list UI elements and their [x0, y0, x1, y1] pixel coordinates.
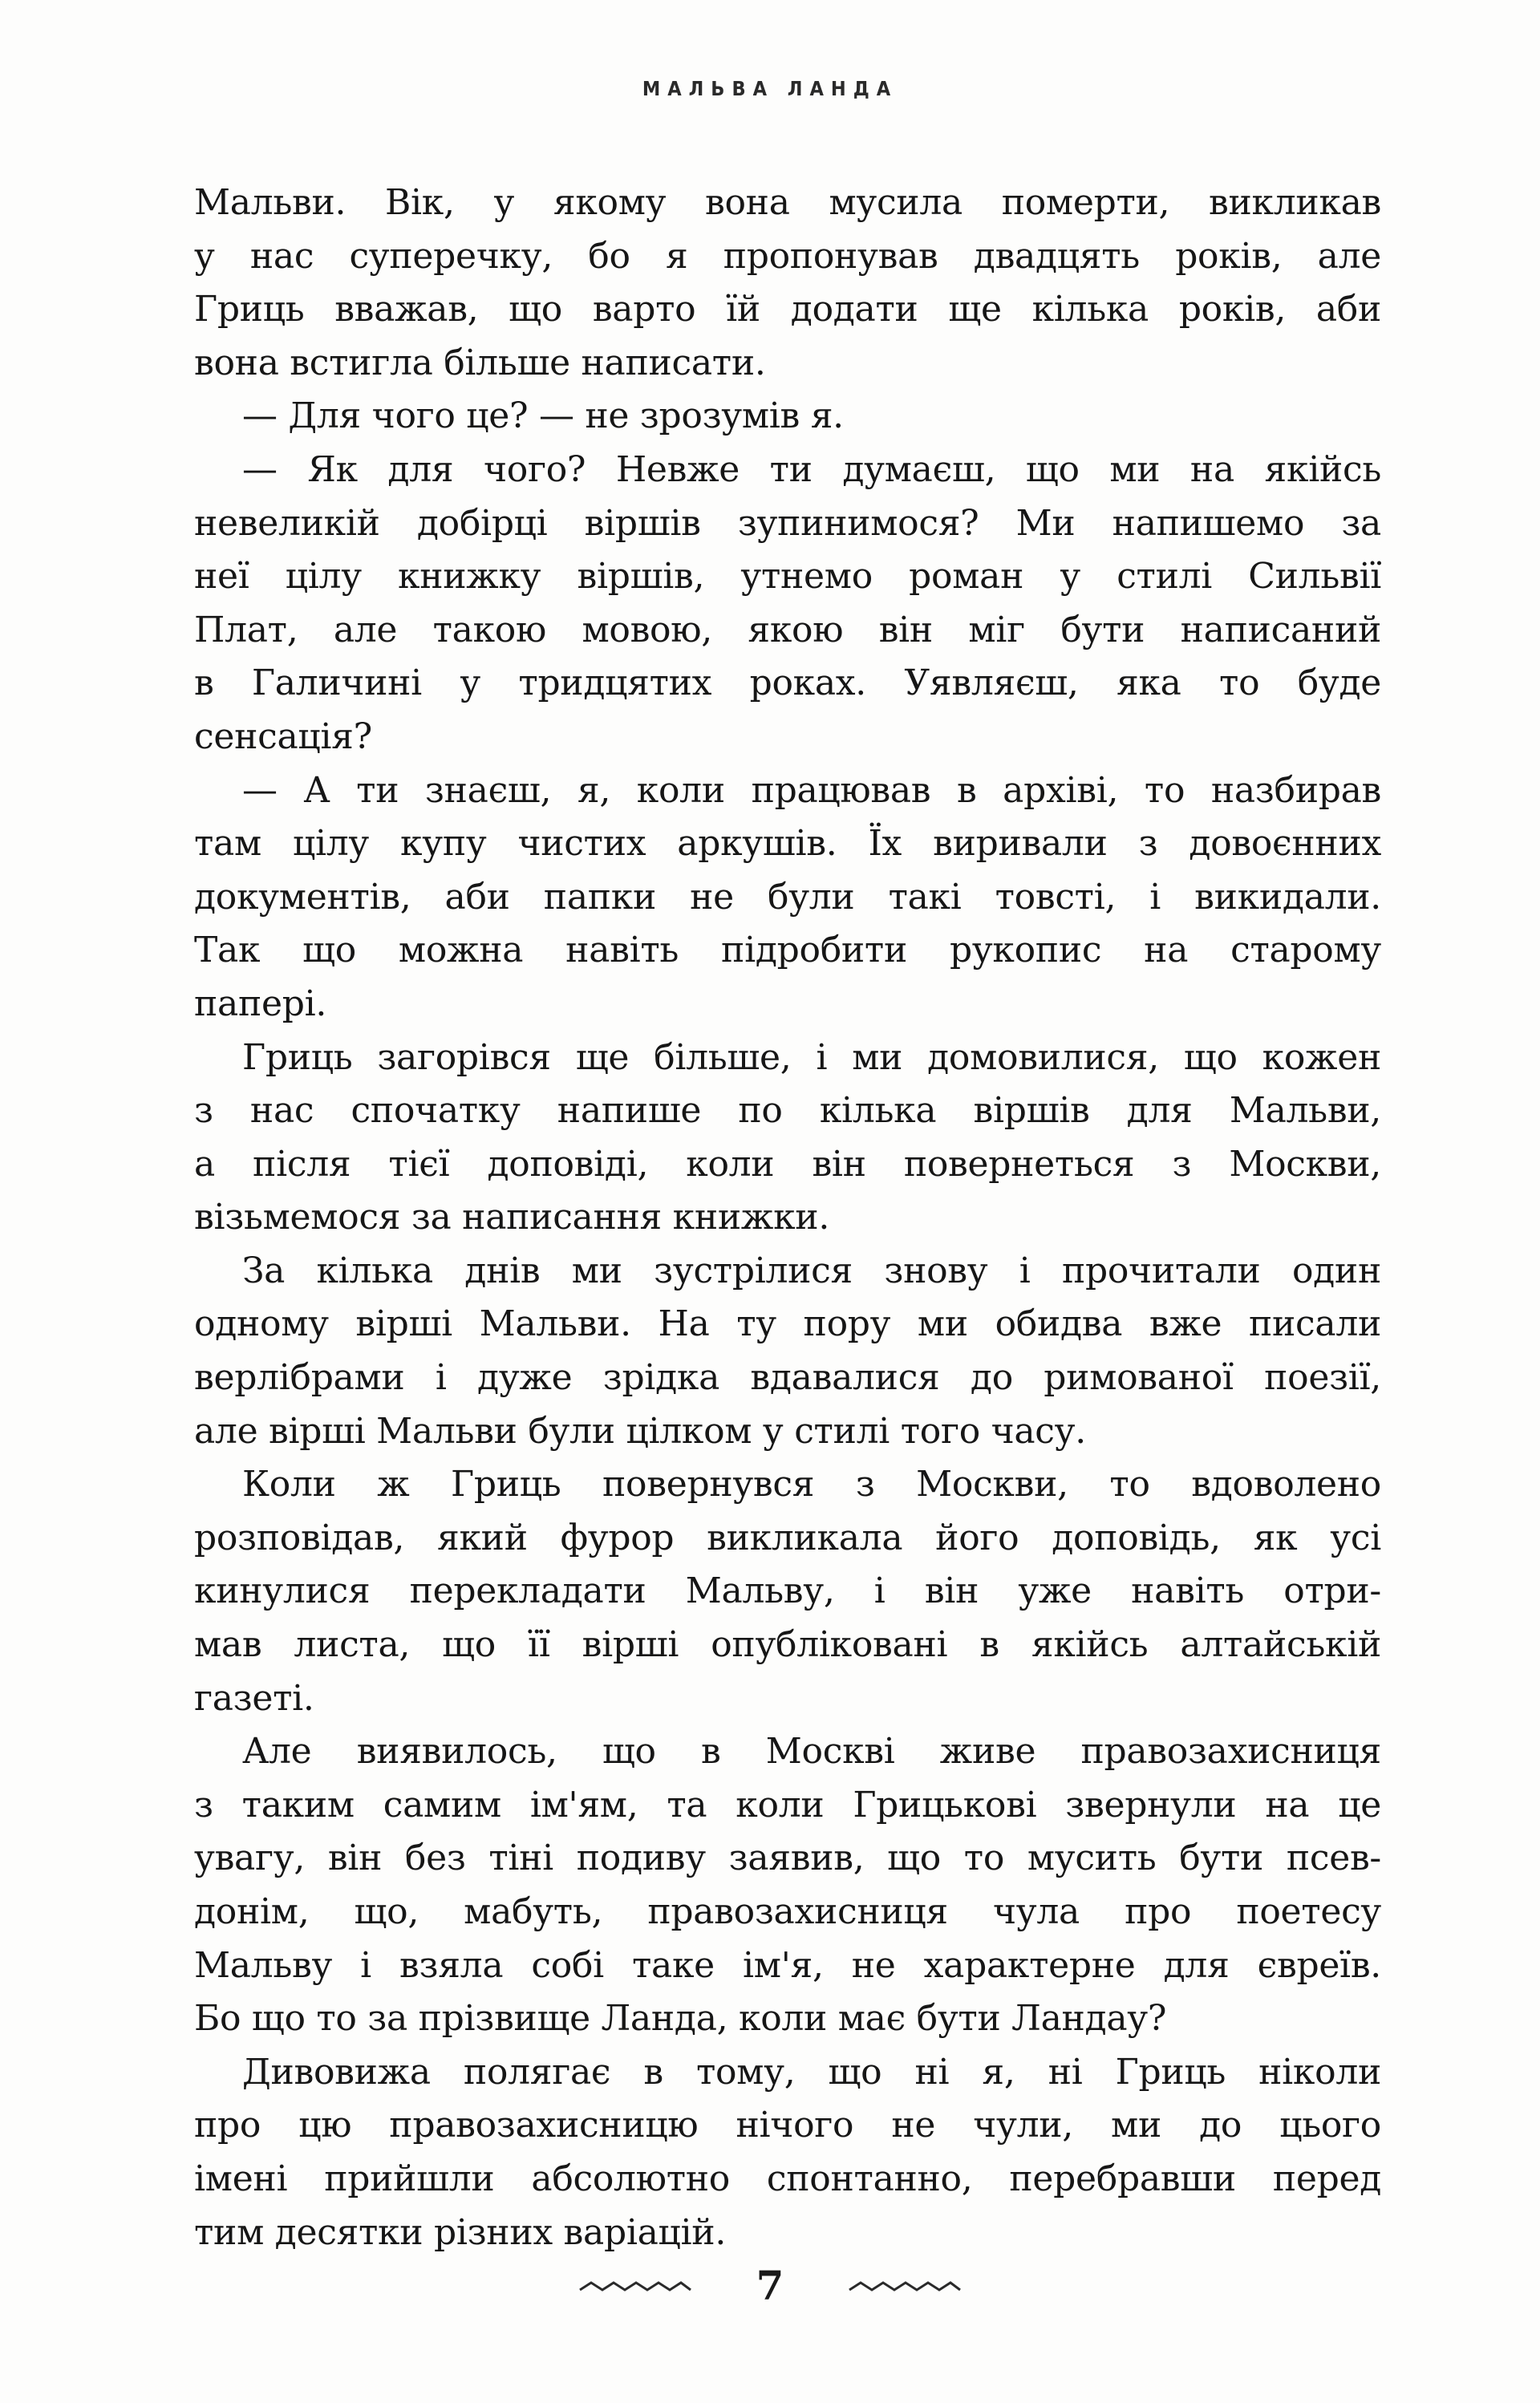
page-number: 7 — [756, 2262, 784, 2309]
text-line: мав листа, що її вірші опубліковані в якійсь алтайській — [194, 1624, 1381, 1666]
text-line: Так що можна навіть підробити рукопис на старому — [194, 930, 1381, 971]
wave-ornament-right-icon — [848, 2279, 962, 2293]
text-line: газеті. — [194, 1677, 314, 1719]
text-line: візьмемося за написання книжки. — [194, 1197, 830, 1238]
wave-ornament-left-icon — [578, 2279, 692, 2293]
text-line: вона встигла більше написати. — [194, 342, 766, 383]
text-line: а після тієї доповіді, коли він повернеться з Москви, — [194, 1143, 1381, 1185]
text-line: розповідав, який фурор викликала його доповідь, як усі — [194, 1517, 1381, 1558]
text-line: Плат, але такою мовою, якою він міг бути написаний — [194, 609, 1381, 650]
text-line: папері. — [194, 983, 327, 1024]
text-line: в Галичині у тридцятих роках. Уявляєш, яка то буде — [194, 663, 1381, 704]
text-line: Мальви. Вік, у якому вона мусила померти, викликав — [194, 182, 1381, 223]
text-line: Дивовижа полягає в тому, що ні я, ні Гриць ніколи — [242, 2051, 1381, 2093]
text-line: кинулися перекладати Мальву, і він уже навіть отри- — [194, 1570, 1381, 1612]
text-line: там цілу купу чистих аркушів. Їх виривали з довоєнних — [194, 823, 1381, 865]
text-line: Гриць вважав, що варто їй додати ще кілька років, аби — [194, 289, 1381, 330]
text-line: верлібрами і дуже зрідка вдавалися до римованої поезії, — [194, 1357, 1381, 1399]
running-head: МАЛЬВА ЛАНДА — [642, 77, 898, 100]
text-line: у нас суперечку, бо я пропонував двадцять років, але — [194, 235, 1381, 277]
text-line: неї цілу книжку віршів, утнемо роман у стилі Сильвії — [194, 556, 1381, 598]
text-line: з таким самим ім'ям, та коли Грицькові звернули на це — [194, 1784, 1381, 1826]
text-line: увагу, він без тіні подиву заявив, що то мусить бути псев- — [194, 1838, 1381, 1879]
text-line: — А ти знаєш, я, коли працював в архіві, то назбирав — [242, 769, 1381, 811]
text-line: але вірші Мальви були цілком у стилі того часу. — [194, 1410, 1086, 1452]
text-line: Але виявилось, що в Москві живе правозахисниця — [242, 1731, 1381, 1773]
text-line: Бо що то за прізвище Ланда, коли має бути Ландау? — [194, 1998, 1167, 2040]
text-line: тим десятки різних варіацій. — [194, 2211, 727, 2253]
text-line: імені прийшли абсолютно спонтанно, перебравши перед — [194, 2158, 1381, 2199]
text-line: За кілька днів ми зустрілися знову і прочитали один — [242, 1250, 1381, 1291]
text-line: одному вірші Мальви. На ту пору ми обидва вже писали — [194, 1303, 1381, 1345]
text-line: — Для чого це? — не зрозумів я. — [242, 395, 844, 437]
text-line: про цю правозахисницю нічого не чули, ми до цього — [194, 2105, 1381, 2146]
page-footer — [0, 2262, 1540, 2309]
text-line: сенсація? — [194, 715, 372, 757]
text-line: невеликій добірці віршів зупинимося? Ми напишемо за — [194, 502, 1381, 544]
text-line: документів, аби папки не були такі товсті, і викидали. — [194, 876, 1381, 918]
body-text — [194, 176, 1381, 2259]
text-line: з нас спочатку напише по кілька віршів для Мальви, — [194, 1090, 1381, 1132]
text-line: донім, що, мабуть, правозахисниця чула про поетесу — [194, 1891, 1381, 1932]
text-line: Гриць загорівся ще більше, і ми домовилися, що кожен — [242, 1036, 1381, 1078]
text-line: — Як для чого? Невже ти думаєш, що ми на якійсь — [242, 448, 1381, 490]
text-line: Коли ж Гриць повернувся з Москви, то вдоволено — [242, 1464, 1381, 1505]
text-line: Мальву і взяла собі таке ім'я, не характерне для євреїв. — [194, 1944, 1381, 1986]
